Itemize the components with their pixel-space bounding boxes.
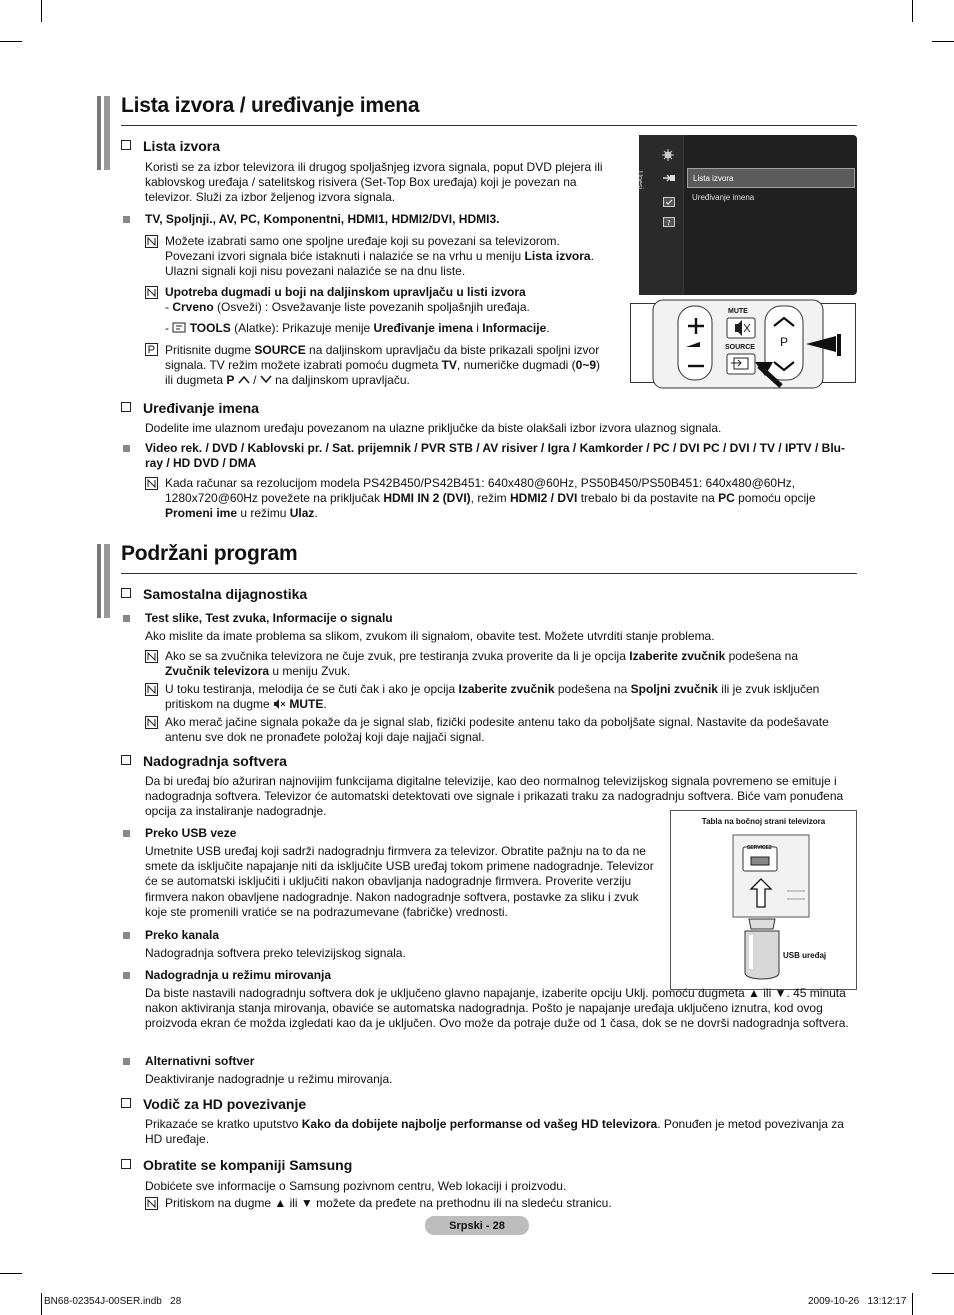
note-text-tools: - TOOLS (Alatke): Prikazuje menije Uređivanje imena i Informacije. (165, 321, 550, 335)
chevron-down-icon (260, 375, 272, 384)
item-title: Preko USB veze (145, 826, 237, 840)
footer-file-info: BN68-02354J-00SER.indb 28 (44, 1296, 182, 1307)
bullet-square (123, 1058, 130, 1065)
bullet-square (123, 615, 130, 622)
paragraph: Ako mislite da imate problema sa slikom, zvukom ili signalom, obavite test. Možete utvrditi stanje problema. (145, 629, 715, 643)
note-text: Ako merač jačine signala pokaže da je signal slab, fizički podesite antenu tako da poboljšate signal. Nastavite da podešavate antenu sve dok ne pronađete položaj koji daje najjači signal. (165, 715, 829, 745)
note-icon (145, 477, 158, 490)
crop-mark (932, 41, 954, 42)
note-text: Možete izabrati samo one spoljne uređaje koji su povezani sa televizorom. Povezani izvori signala biće istaknuti i nalaziće se na vrhu u meniju Lista izvora. Ulazni signali koji nisu povezani nalaziće se na dnu liste. (165, 234, 594, 279)
title-rule (121, 125, 857, 126)
note-icon (145, 286, 158, 299)
p-button-label[interactable]: P (780, 335, 789, 349)
tools-icon (172, 322, 186, 333)
crop-mark (0, 1273, 22, 1274)
usb-device-label: USB uređaj (783, 951, 827, 960)
usb-figure (670, 810, 857, 990)
crop-mark (41, 0, 42, 22)
bullet-square (123, 830, 130, 837)
menu-item-lista-izvora[interactable] (687, 168, 855, 188)
note-text: Kada računar sa rezolucijom modela PS42B450/PS42B451: 640x480@60Hz, PS50B450/PS50B451: 640x480@60Hz, 1280x720@60Hz povežete na priključak HDMI IN 2 (DVI), režim HDMI2 / DVI trebalo bi da postavite na PC pomoću opcije Promeni ime u režimu Ulaz. (165, 476, 816, 521)
paragraph: Umetnite USB uređaj koji sadrži nadogradnju firmvera za televizor. Obratite pažnju na to da ne smete da isključite napajanje niti da isključite USB uređaj tokom primene nadogradnje. Televizor će se automatski isključiti i uključiti nakon obavljanja nadogradnje firmvera. Proverite verziju firmvera nakon obavljene nadogradnje. Nakon nadogradnje softvera, postavke za sliku i zvuk koje ste promenili vratiće se na podrazumevane (fabričke) vrednosti. (145, 844, 654, 919)
note-icon (145, 716, 158, 729)
section-title: Podržani program (121, 542, 298, 565)
item-title: Alternativni softver (145, 1054, 255, 1068)
mute-icon (273, 699, 286, 709)
title-bar-decoration (97, 544, 101, 618)
input-list: TV, Spoljnji., AV, PC, Komponentni, HDMI1, HDMI2/DVI, HDMI3. (145, 212, 500, 226)
menu-item-uredjivanje-imena[interactable] (687, 191, 855, 205)
svg-text:?: ? (667, 219, 671, 227)
item-title: Preko kanala (145, 928, 220, 942)
item-title: Nadogradnja u režimu mirovanja (145, 968, 332, 982)
paragraph: Prikazaće se kratko uputstvo Kako da dobijete najbolje performanse od vašeg HD televizora. Ponuđen je metod povezivanja za HD uređaje. (145, 1117, 844, 1147)
note-text: U toku testiranja, melodija će se čuti čak i ako je opcija Izaberite zvučnik podešena na Spoljni zvučnik ili je zvuk isključen pritiskom na dugme MUTE. (165, 682, 820, 712)
note-icon (145, 650, 158, 663)
item-title: Test slike, Test zvuka, Informacije o signalu (145, 611, 393, 625)
bullet-square (123, 932, 130, 939)
remote-illustration (630, 303, 856, 383)
menu-item-label: Lista izvora (693, 174, 734, 183)
crop-mark (912, 0, 913, 22)
page-number: Srpski - 28 (449, 1220, 505, 1232)
title-bar-decoration (97, 96, 101, 170)
subheading-nadogradnja-softvera: Nadogradnja softvera (121, 753, 287, 769)
help-icon (663, 217, 675, 227)
subheading-hd-vodic: Vodič za HD povezivanje (121, 1096, 306, 1112)
subheading-samsung: Obratite se kompaniji Samsung (121, 1157, 352, 1173)
crop-mark (912, 1293, 913, 1315)
paragraph: Da biste nastavili nadogradnju softvera dok je uključeno glavno napajanje, izaberite opciju Uklj. pomoću dugmeta ▲ ili ▼. 45 minuta nakon aktiviranja stanja mirovanja, obaviće se automatska nadogradnja. Pošto je napajanje uređaja uključeno iznutra, kod ovog proizvoda ekran će možda izgledati kao da je uključen. Ovo može da potraje duže od 1 časa, dok se ne dovrši nadogradnja softvera. (145, 986, 849, 1031)
port-label: SERVICE2 (747, 845, 772, 851)
title-bar-decoration (104, 96, 110, 170)
paragraph: Deaktiviranje nadogradnje u režimu mirovanja. (145, 1072, 393, 1086)
footer-timestamp: 2009-10-26 13:12:17 (808, 1296, 907, 1307)
title-rule (121, 573, 857, 574)
source-button-label[interactable]: SOURCE (725, 344, 755, 351)
note-text: Pritiskom na dugme ▲ ili ▼ možete da pređete na prethodnu ili na sledeću stranicu. (165, 1196, 612, 1210)
page-number-badge (425, 1216, 529, 1235)
crop-mark (0, 41, 22, 42)
note-text: Ako se sa zvučnika televizora ne čuje zvuk, pre testiranja zvuka proverite da li je opcija Izaberite zvučnik podešena na Zvučnik televizora u meniju Zvuk. (165, 649, 799, 679)
note-icon (145, 683, 158, 696)
subheading-lista-izvora: Lista izvora (121, 138, 220, 154)
paragraph: Da bi uređaj bio ažuriran najnovijim funkcijama digitalne televizije, kao deo normalnog televizijskog signala povremeno se emituje i nadogradnja softvera. Televizor će automatski detektovati ove signale i prikazati traku za nadogradnju softvera. Biće vam ponuđena opcija za instaliranje nadogradnje. (145, 774, 844, 819)
crop-mark (932, 1273, 954, 1274)
bullet-square (123, 972, 130, 979)
note-text: Pritisnite dugme SOURCE na daljinskom upravljaču da biste prikazali spoljni izvor signala. TV režim možete izabrati pomoću dugmeta TV, numeričke dugmadi (0~9) ili dugmeta P / na daljinskom upravljaču. (165, 343, 600, 388)
usb-drive-icon (739, 915, 785, 987)
title-bar-decoration (104, 544, 110, 618)
paragraph: Dodelite ime ulaznom uređaju povezanom na ulazne priključke da biste olakšali izbor izvora ulaznog signala. (145, 421, 722, 435)
subheading-samostalna-dijagnostika: Samostalna dijagnostika (121, 586, 307, 602)
note-icon (145, 1197, 158, 1210)
mute-button-label[interactable]: MUTE (728, 308, 748, 315)
note-icon (145, 235, 158, 248)
paragraph: Koristi se za izbor televizora ili drugog spoljašnjeg izvora signala, poput DVD plejera ili kablovskog uređaja / satelitskog risivera (Set-Top Box uređaja) koji je povezan na televizor. Služi za izbor željenog izvora signala. (145, 160, 603, 205)
menu-side-label: Unesi (636, 171, 643, 189)
note-icon (145, 343, 158, 356)
device-list: Video rek. / DVD / Kablovski pr. / Sat. prijemnik / PVR STB / AV risiver / Igra / Kamkorder / PC / DVI PC / DVI / TV / IPTV / Blu-ray / HD DVD / DMA (145, 441, 845, 471)
figure-title: Tabla na bočnoj strani televizora (701, 817, 826, 826)
input-icon (662, 173, 676, 183)
paragraph: Dobićete sve informacije o Samsung pozivnom centru, Web lokaciji i proizvodu. (145, 1179, 567, 1193)
note-text: Upotreba dugmadi u boji na daljinskom upravljaču u listi izvora - Crveno (Osveži) : Osvežavanje liste povezanih spoljašnjih uređaja. (165, 285, 530, 315)
crop-mark (41, 1293, 42, 1315)
subheading-uredjivanje-imena: Uređivanje imena (121, 400, 259, 416)
bullet-square (123, 216, 130, 223)
section-title: Lista izvora / uređivanje imena (121, 94, 420, 117)
menu-item-label: Uređivanje imena (692, 193, 755, 202)
tv-menu-screenshot (636, 135, 857, 295)
bullet-square (123, 445, 130, 452)
picture-icon (662, 149, 674, 161)
setup-icon (663, 197, 675, 207)
chevron-up-icon (238, 375, 250, 384)
paragraph: Nadogradnja softvera preko televizijskog signala. (145, 946, 406, 960)
